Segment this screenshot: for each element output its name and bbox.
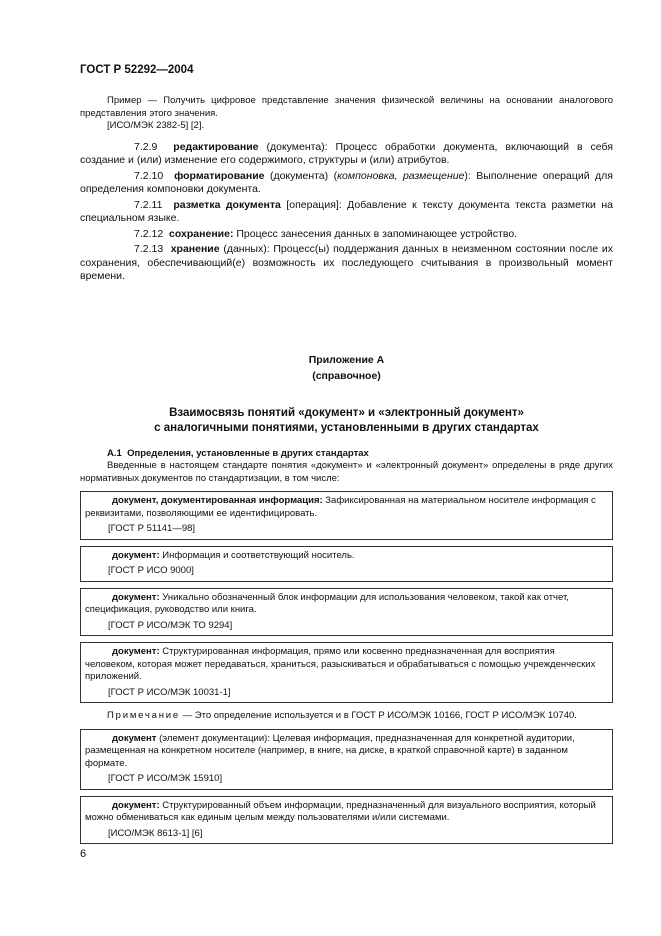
definition-term: документ: [112, 799, 160, 811]
definition-reference: [ИСО/МЭК 8613-1] [6] [108, 827, 203, 839]
definition-text [85, 592, 604, 617]
definition-term: документ: [112, 549, 160, 561]
term-number: 7.2.13 [134, 243, 164, 255]
section-intro: Введенные в настоящем стандарте понятия «документ» и «электронный документ» определены в ряде других нормативных документов по стандартизации, в том числе: [80, 460, 613, 484]
note-text: — Это определение используется и в ГОСТ Р ИСО/МЭК 10166, ГОСТ Р ИСО/МЭК 10740. [180, 710, 577, 721]
term-7-2-13 [80, 243, 613, 284]
page-content [80, 95, 613, 844]
term-definition: (документа): Процесс обработки документа, включающий в себя создание и (или) изменение его содержимого, структуры и (или) атрибутов. [80, 140, 613, 166]
term-definition-part: (документа) ( [264, 169, 338, 182]
term-number: 7.2.11 [134, 198, 163, 211]
term-name: редактирование [173, 140, 259, 153]
note-label: Примечание [107, 710, 180, 721]
term-7-2-9 [80, 141, 613, 168]
annex-title-line-1: Взаимосвязь понятий «документ» и «электронный документ» [169, 406, 524, 419]
annex-title-line-2: с аналогичными понятиями, установленными в других стандартах [154, 421, 539, 434]
definition-box [80, 546, 613, 582]
note [80, 710, 613, 723]
term-number: 7.2.9 [134, 140, 158, 153]
definition-reference: [ГОСТ Р ИСО/МЭК 10031-1] [108, 686, 231, 698]
definition-body: Информация и соответствующий носитель. [159, 549, 355, 561]
definition-box [80, 642, 613, 703]
definition-body: Уникально обозначенный блок информации для использования человеком, такой как отчет, спецификация, руководство или книга. [85, 591, 569, 615]
document-header: ГОСТ Р 52292—2004 [80, 64, 194, 76]
definition-text [85, 646, 604, 684]
definition-reference: [ГОСТ Р ИСО/МЭК 15910] [108, 773, 223, 784]
definition-reference: [ГОСТ Р 51141—98] [108, 523, 196, 534]
annex-kind: (справочное) [312, 369, 381, 382]
term-number: 7.2.10 [134, 169, 164, 182]
term-name: разметка документа [173, 198, 281, 211]
definition-text [85, 800, 604, 825]
definition-reference: [ГОСТ Р ИСО/МЭК ТО 9294] [108, 619, 233, 631]
term-definition: Процесс занесения данных в запоминающее устройство. [233, 227, 518, 240]
definition-text [85, 550, 604, 563]
definition-body: (элемент документации): Целевая информация, предназначенная для конкретной аудитории, размещенная на конкретном носителе (например, в книге, на диске, в краткой справочной карте) в заданном формате. [85, 732, 575, 769]
term-name: сохранение: [169, 227, 234, 240]
term-7-2-11 [80, 199, 613, 226]
definition-reference: [ГОСТ Р ИСО 9000] [108, 565, 194, 576]
definition-term: документ: [112, 646, 160, 657]
definition-term: документ, документированная информация: [112, 495, 323, 506]
definition-text [85, 495, 604, 520]
definition-term: документ [112, 732, 157, 744]
term-definition: (данных): Процесс(ы) поддержания данных в неизменном состоянии после их сохранения, обеспечивающий(е) возможность их последующего считывания в произвольный момент времени. [80, 243, 613, 282]
term-name: хранение [170, 243, 220, 255]
definition-text [85, 733, 604, 771]
definition-box [80, 491, 613, 540]
definition-body: Зафиксированная на материальном носителе информация с реквизитами, позволяющими ее идентифицировать. [85, 495, 596, 519]
term-7-2-10 [80, 170, 613, 197]
term-definition: [операция]: Добавление к тексту документа текста разметки на специальном языке. [80, 198, 613, 224]
definition-term: документ: [112, 591, 160, 603]
definition-box [80, 796, 613, 845]
section-title: Определения, установленные в других стандартах [127, 447, 369, 459]
page-number: 6 [80, 848, 87, 860]
definition-body: Структурированная информация, прямо или косвенно предназначенная для восприятия человеком, которая может передаваться, храниться, разыскиваться и обрабатываться с помощью учрежденческих приложений. [85, 646, 596, 682]
definition-box [80, 588, 613, 637]
term-number: 7.2.12 [134, 227, 164, 240]
example-reference: [ИСО/МЭК 2382-5] [2]. [107, 120, 205, 131]
definition-body: Структурированный объем информации, предназначенный для визуального восприятия, который можно обмениваться как единым целым между пользователями и/или системами. [85, 799, 596, 823]
section-heading [80, 448, 613, 461]
section-number: А.1 [107, 447, 122, 459]
definition-box [80, 729, 613, 790]
term-7-2-12 [80, 228, 613, 242]
annex-label: Приложение А [308, 353, 385, 366]
term-name: форматирование [174, 169, 265, 182]
term-definition-part: ): Выполнение операций для определения компоновки документа. [80, 169, 613, 195]
example-text: Пример — Получить цифровое представление значения физической величины на основании аналогового представления этого значения. [80, 95, 613, 119]
term-synonyms: компоновка, размещение [337, 169, 465, 182]
